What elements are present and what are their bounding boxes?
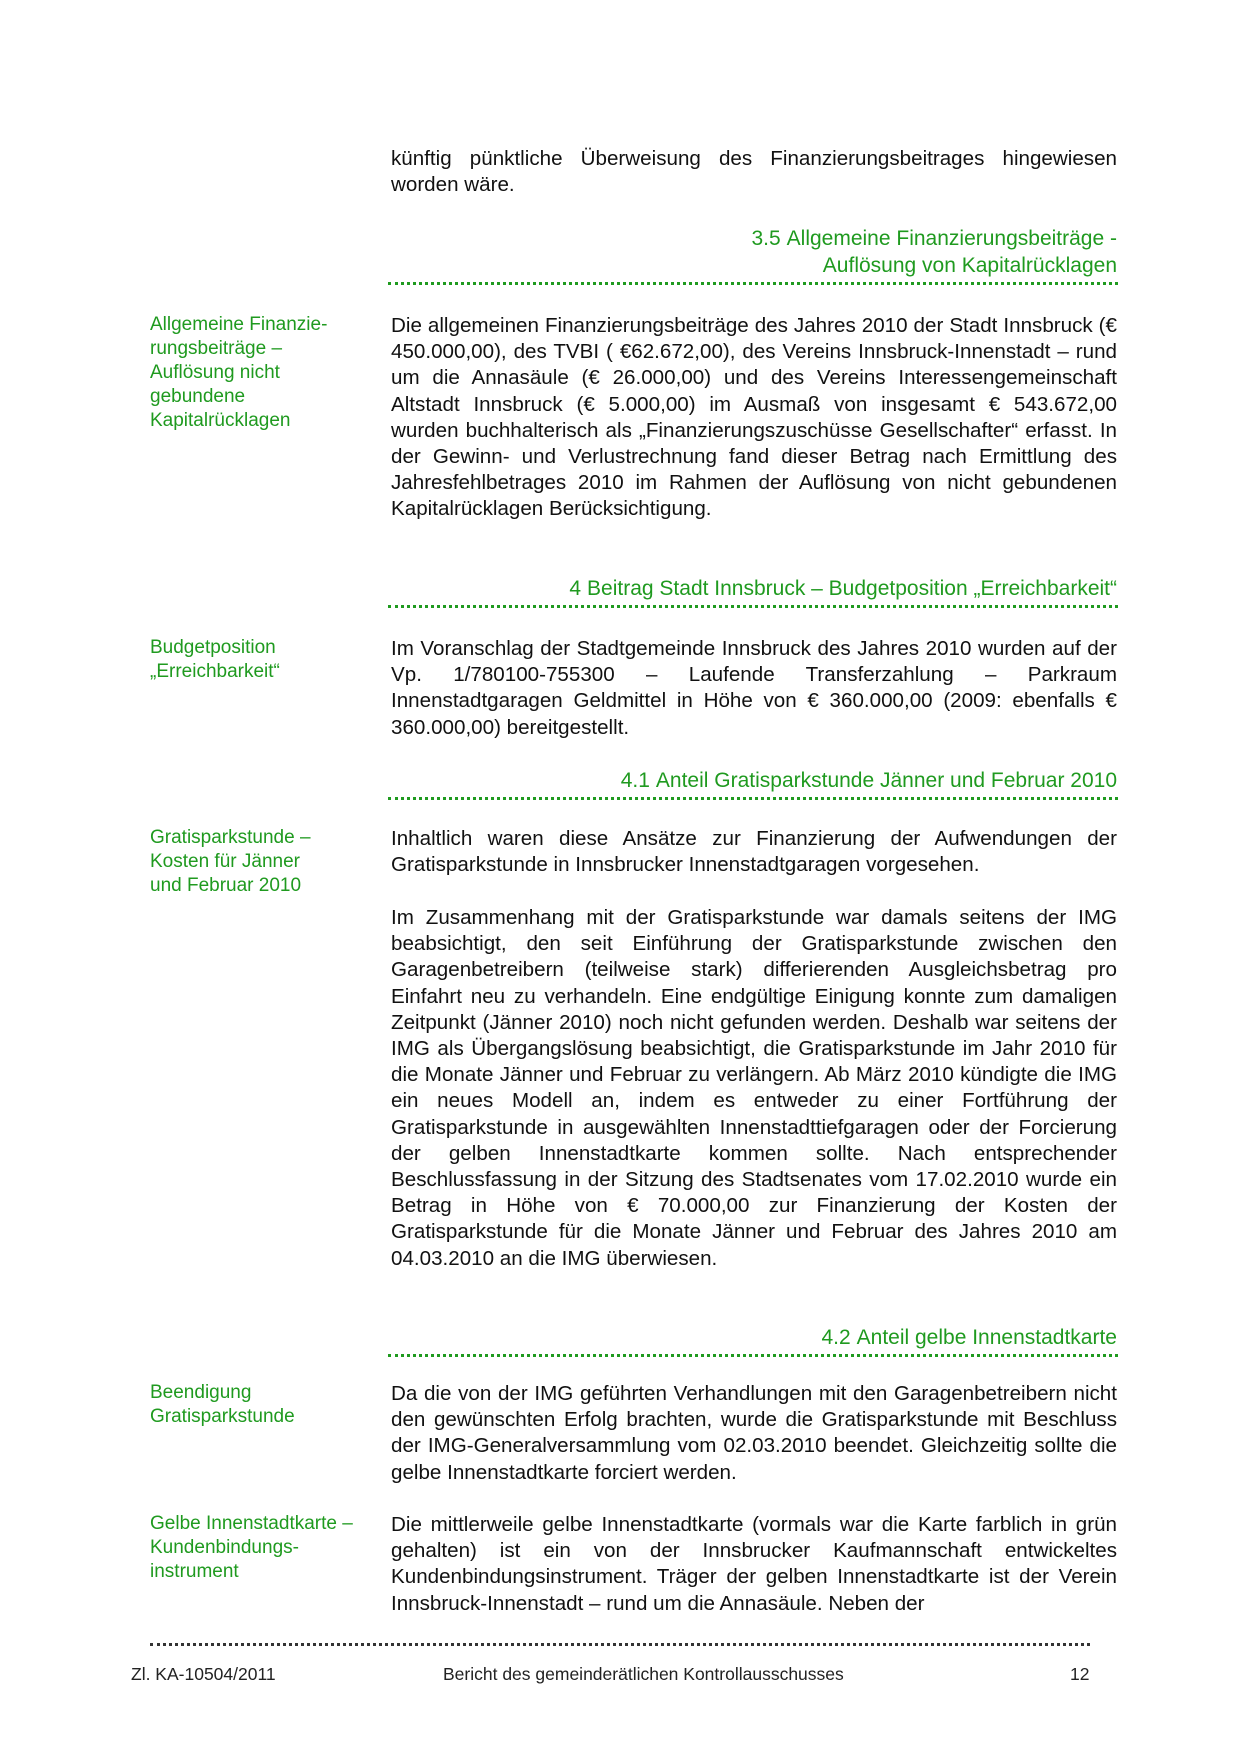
margin-note-gratisparkstunde: Gratisparkstunde – Kosten für Jänner und Februar 2010 [150, 827, 311, 896]
heading-divider [388, 282, 1118, 285]
heading-title: Beitrag Stadt Innsbruck – Budgetposition „Erreichbarkeit“ [587, 577, 1117, 600]
heading-divider [388, 797, 1118, 800]
margin-note-beendigung: Beendigung Gratisparkstunde [150, 1382, 295, 1427]
heading-divider [388, 1354, 1118, 1357]
paragraph-gratisparkstunde-intro: Inhaltlich waren diese Ansätze zur Finanzierung der Aufwendungen der Gratisparkstunde in Innsbrucker Innenstadtgaragen vorgesehen. [391, 827, 1117, 877]
heading-divider [388, 605, 1118, 608]
heading-title-continued: Auflösung von Kapitalrücklagen [822, 254, 1117, 277]
heading-title: Anteil gelbe Innenstadtkarte [856, 1326, 1117, 1349]
heading-number: 4 [569, 577, 582, 600]
heading-4 [391, 575, 1117, 602]
paragraph-beendigung: Da die von der IMG geführten Verhandlungen mit den Garagenbetreibern nicht den gewünschten Erfolg brachten, wurde die Gratisparkstunde mit Beschluss der IMG-Generalversammlung vom 02.03.2010 beendet. Gleichzeitig sollte die gelbe Innenstadtkarte forciert werden. [391, 1382, 1117, 1484]
heading-number: 4.2 [821, 1326, 851, 1349]
margin-note-budgetposition: Budgetposition „Erreichbarkeit“ [150, 637, 280, 682]
heading-4-2 [391, 1324, 1117, 1351]
footer-reference: Zl. KA-10504/2011 [131, 1664, 276, 1684]
heading-title: Allgemeine Finanzierungsbeiträge - [786, 227, 1117, 250]
paragraph-finanzierungsbeitraege: Die allgemeinen Finanzierungsbeiträge des Jahres 2010 der Stadt Innsbruck (€ 450.000,00), des TVBI ( €62.672,00), des Vereins Innsbruck-Innenstadt – rund um die Annasäule (€ 26.000,00) und des Vereins Interessengemeinschaft Altstadt Innsbruck (€ 5.000,00) im Ausmaß von insgesamt € 543.672,00 wurden buchhalterisch als „Finanzierungszuschüsse Gesellschafter“ erfasst. In der Gewinn- und Verlustrechnung fand dieser Betrag nach Ermittlung des Jahresfehlbetrages 2010 im Rahmen der Auflösung von nicht gebundenen Kapitalrücklagen Berücksichtigung. [391, 314, 1117, 521]
heading-number: 4.1 [620, 769, 650, 792]
footer-divider [150, 1643, 1090, 1646]
margin-note-innenstadtkarte: Gelbe Innenstadtkarte – Kundenbindungs- instrument [150, 1513, 353, 1582]
footer-report-title: Bericht des gemeinderätlichen Kontrollausschusses [443, 1664, 844, 1684]
continuation-paragraph: künftig pünktliche Überweisung des Finanzierungsbeitrages hingewiesen worden wäre. [391, 147, 1117, 197]
heading-4-1 [391, 767, 1117, 794]
heading-number: 3.5 [751, 227, 781, 250]
paragraph-gratisparkstunde-details: Im Zusammenhang mit der Gratisparkstunde war damals seitens der IMG beabsichtigt, den seit Einführung der Gratisparkstunde zwischen den Garagenbetreibern (teilweise stark) differierenden Ausgleichsbetrag pro Einfahrt neu zu verhandeln. Eine endgültige Einigung konnte zum damaligen Zeitpunkt (Jänner 2010) noch nicht gefunden werden. Deshalb war seitens der IMG als Übergangslösung beabsichtigt, die Gratisparkstunde im Jahr 2010 für die Monate Jänner und Februar zu verlängern. Ab März 2010 kündigte die IMG ein neues Modell an, indem es entweder zu einer Fortführung der Gratisparkstunde in ausgewählten Innenstadttiefgaragen oder der Forcierung der gelben Innenstadtkarte kommen sollte. Nach entsprechender Beschlussfassung in der Sitzung des Stadtsenates vom 17.02.2010 wurde ein Betrag in Höhe von € 70.000,00 zur Finanzierung der Kosten der Gratisparkstunde für die Monate Jänner und Februar des Jahres 2010 am 04.03.2010 an die IMG überwiesen. [391, 906, 1117, 1270]
footer-page-number: 12 [1070, 1664, 1090, 1684]
heading-title: Anteil Gratisparkstunde Jänner und Februar 2010 [655, 769, 1117, 792]
paragraph-budgetposition: Im Voranschlag der Stadtgemeinde Innsbruck des Jahres 2010 wurden auf der Vp. 1/780100-755300 – Laufende Transferzahlung – Parkraum Innenstadtgaragen Geldmittel in Höhe von € 360.000,00 (2009: ebenfalls € 360.000,00) bereitgestellt. [391, 637, 1117, 739]
margin-note-finanzierungsbeitraege: Allgemeine Finanzie- rungsbeiträge – Auflösung nicht gebundene Kapitalrücklagen [150, 314, 328, 431]
paragraph-innenstadtkarte: Die mittlerweile gelbe Innenstadtkarte (vormals war die Karte farblich in grün gehalten) ist ein von der Innsbrucker Kaufmannschaft entwickeltes Kundenbindungsinstrument. Träger der gelben Innenstadtkarte ist der Verein Innsbruck-Innenstadt – rund um die Annasäule. Neben der [391, 1513, 1117, 1615]
heading-3-5 [391, 225, 1117, 279]
